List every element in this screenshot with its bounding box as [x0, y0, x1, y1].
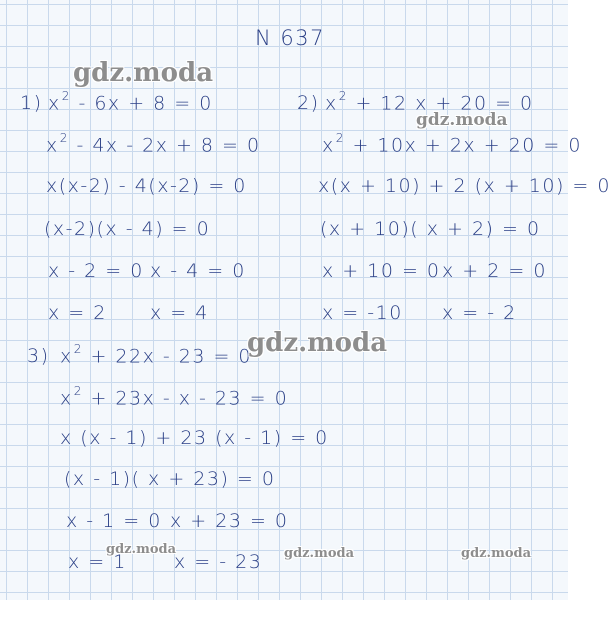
problem-3-number: 3) — [27, 345, 50, 367]
p2-root-1: x = -10 — [322, 302, 403, 324]
p1-line-2: $x^2 - 4x - 2x + 8 = 0$ — [46, 131, 261, 157]
p2-root-2: x = - 2 — [442, 302, 517, 324]
p1-root-2: x = 4 — [150, 302, 209, 324]
watermark-2: gdz.moda — [416, 110, 508, 130]
p1-line-5a: x - 2 = 0 — [48, 260, 144, 282]
p1-line-5b: x - 4 = 0 — [150, 260, 246, 282]
p3-line-4: (x - 1)( x + 23) = 0 — [64, 468, 276, 490]
p3-line-2: $x^2 + 23x - x - 23 = 0$ — [60, 384, 289, 410]
p1-line-3: x(x-2) - 4(x-2) = 0 — [46, 175, 247, 197]
p2-line-4: (x + 10)( x + 2) = 0 — [320, 218, 541, 240]
p2-line-1: $x^2 + 12$ x + 20 = 0 — [325, 89, 534, 115]
p2-line-5b: x + 2 = 0 — [442, 260, 547, 282]
watermark-5: gdz.moda — [284, 546, 355, 561]
p3-line-1: $x^2 + 22x - 23 = 0$ — [60, 342, 253, 368]
watermark-4: gdz.moda — [106, 542, 177, 557]
p3-line-5b: x + 23 = 0 — [170, 510, 289, 532]
watermark-6: gdz.moda — [461, 546, 532, 561]
p1-line-1: $x^2 - 6x + 8 = 0$ — [48, 89, 213, 115]
watermark-3: gdz.moda — [247, 328, 388, 358]
p3-root-2: x = - 23 — [174, 551, 263, 573]
p2-line-3: x(x + 10) + 2 (x + 10) = 0 — [318, 175, 611, 197]
p1-root-1: x = 2 — [48, 302, 107, 324]
exercise-number: N 637 — [255, 26, 325, 50]
p3-line-5a: x - 1 = 0 — [66, 510, 162, 532]
p2-line-2: $x^2 + 10x + 2x + 20 = 0$ — [322, 131, 582, 157]
p2-line-5a: x + 10 = 0 — [322, 260, 441, 282]
p3-line-3: x (x - 1) + 23 (x - 1) = 0 — [60, 427, 329, 449]
problem-1-number: 1) — [20, 92, 43, 114]
problem-2-number: 2) — [297, 92, 320, 114]
watermark-1: gdz.moda — [73, 58, 214, 88]
p3-root-1: x = 1 — [68, 551, 127, 573]
p1-line-4: (x-2)(x - 4) = 0 — [44, 218, 211, 240]
